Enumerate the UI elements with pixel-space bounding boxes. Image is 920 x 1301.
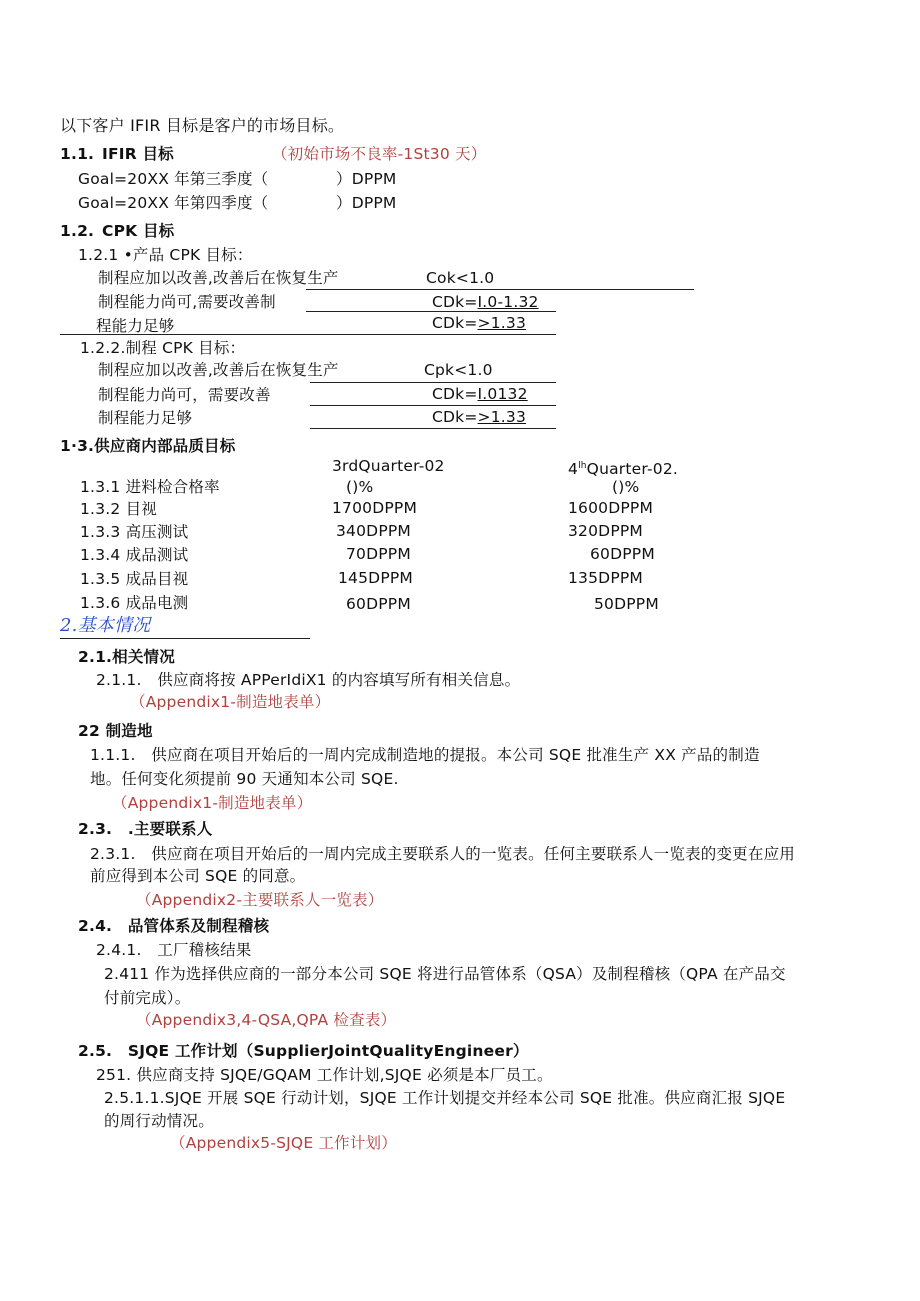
target-row-3-q3: 340DPPM — [336, 522, 411, 540]
product-cpk-row-3-label: 程能力足够 — [96, 317, 175, 335]
section-1-1-number: 1.1. — [60, 145, 95, 163]
goal-q3-unit: ）DPPM — [336, 170, 397, 188]
section-2-title[interactable]: 2.基本情况 — [60, 615, 151, 636]
quarter-4-header: $4^{lh}Quarter-02$. — [568, 460, 679, 478]
section-2-3-line-2: 前应得到本公司 SQE 的同意。 — [90, 867, 306, 885]
target-row-5-q3: 145DPPM — [338, 569, 413, 587]
section-2-3-line-1: 2.3.1. 供应商在项目开始后的一周内完成主要联系人的一览表。任何主要联系人一览表的变更在应用 — [90, 845, 795, 863]
table-rule — [60, 334, 556, 335]
goal-q3-label: Goal=20XX 年第三季度（ — [78, 170, 269, 188]
section-2-3-ref: （Appendix2-主要联系人一览表） — [136, 891, 384, 909]
quarter-3-header: 3rdQuarter-02 — [332, 457, 445, 475]
section-2-5-line-1: 251. 供应商支持 SJQE/GQAM 工作计划,SJQE 必须是本厂员工。 — [96, 1066, 553, 1084]
process-cpk-row-1-label: 制程应加以改善,改善后在恢复生产 — [98, 361, 339, 379]
table-rule — [310, 382, 556, 383]
section-1-2-number: 1.2. — [60, 222, 95, 240]
process-cpk-row-2-label: 制程能力尚可，需要改善 — [98, 386, 271, 404]
section-2-4-line-2: 付前完成）。 — [104, 989, 191, 1007]
target-row-3-label: 1.3.3 高压测试 — [80, 523, 189, 541]
table-rule — [310, 405, 556, 406]
section-2-4-item: 2.4.1. 工厂稽核结果 — [96, 941, 252, 959]
target-row-2-label: 1.3.2 目视 — [80, 500, 157, 518]
intro-text: 以下客户 IFIR 目标是客户的市场目标。 — [60, 116, 345, 135]
section-1-1-title: IFIR 目标 — [102, 145, 174, 163]
target-row-4-label: 1.3.4 成品测试 — [80, 546, 189, 564]
section-2-4-line-1: 2.411 作为选择供应商的一部分本公司 SQE 将进行品管体系（QSA）及制程稽核（QPA 在产品交 — [104, 965, 786, 983]
section-2-5-line-3: 的周行动情况。 — [104, 1112, 214, 1130]
section-2-2-title: 22 制造地 — [78, 722, 153, 740]
table-rule — [310, 428, 556, 429]
product-cpk-row-2-label: 制程能力尚可,需要改善制 — [98, 293, 276, 311]
target-row-2-q4: 1600DPPM — [568, 499, 654, 517]
product-cpk-row-1-label: 制程应加以改善,改善后在恢复生产 — [98, 269, 339, 287]
process-cpk-row-3-value: CDk=>1.33 — [432, 408, 527, 426]
section-2-2-line-2: 地。任何变化须提前 90 天通知本公司 SQE. — [90, 770, 399, 788]
section-2-1-title: 2.1.相关情况 — [78, 648, 175, 666]
section-1-2-title: CPK 目标 — [102, 222, 175, 240]
target-row-6-label: 1.3.6 成品电测 — [80, 594, 189, 612]
table-rule — [306, 311, 556, 312]
section-2-2-line-1: 1.1.1. 供应商在项目开始后的一周内完成制造地的提报。本公司 SQE 批准生产 XX 产品的制造 — [90, 746, 760, 764]
target-row-1-q3: ()% — [346, 478, 374, 496]
target-row-3-q4: 320DPPM — [568, 522, 643, 540]
product-cpk-row-1-value: Cok<1.0 — [426, 269, 495, 287]
process-cpk-heading: 1.2.2.制程 CPK 目标： — [80, 339, 246, 357]
target-row-6-q3: 60DPPM — [346, 595, 411, 613]
section-2-1-ref: （Appendix1-制造地表单） — [130, 693, 331, 711]
target-row-5-label: 1.3.5 成品目视 — [80, 570, 189, 588]
section-2-rule — [60, 638, 310, 639]
section-2-1-item: 2.1.1. 供应商将按 APPerIdiX1 的内容填写所有相关信息。 — [96, 671, 521, 689]
product-cpk-row-3-value: CDk=>1.33 — [432, 314, 527, 332]
section-2-2-ref: （Appendix1-制造地表单） — [112, 794, 313, 812]
target-row-1-q4: ()% — [612, 478, 640, 496]
target-row-1-label: 1.3.1 进料检合格率 — [80, 478, 220, 496]
process-cpk-row-2-value: CDk=I.0132 — [432, 385, 528, 403]
section-1-1-note: （初始市场不良率-1St30 天） — [272, 145, 487, 163]
table-rule — [306, 289, 694, 290]
section-2-5-ref: （Appendix5-SJQE 工作计划） — [170, 1134, 397, 1152]
goal-q4-label: Goal=20XX 年第四季度（ — [78, 194, 269, 212]
section-1-3-title: 1·3.供应商内部品质目标 — [60, 437, 236, 455]
target-row-4-q3: 70DPPM — [346, 545, 411, 563]
section-2-4-ref: （Appendix3,4-QSA,QPA 检查表） — [136, 1011, 397, 1029]
section-2-4-title: 2.4. 品管体系及制程稽核 — [78, 917, 270, 935]
product-cpk-heading: 1.2.1 •产品 CPK 目标： — [78, 246, 253, 264]
section-2-5-line-2: 2.5.1.1.SJQE 开展 SQE 行动计划，SJQE 工作计划提交并经本公司 SQE 批准。供应商汇报 SJQE — [104, 1089, 786, 1107]
target-row-6-q4: 50DPPM — [594, 595, 659, 613]
section-2-3-title: 2.3. .主要联系人 — [78, 820, 213, 838]
target-row-2-q3: 1700DPPM — [332, 499, 418, 517]
product-cpk-row-2-value: CDk=I.0-1.32 — [432, 293, 539, 311]
process-cpk-row-1-value: Cpk<1.0 — [424, 361, 493, 379]
process-cpk-row-3-label: 制程能力足够 — [98, 409, 193, 427]
section-2-5-title: 2.5. SJQE 工作计划（SupplierJointQualityEngineer） — [78, 1042, 529, 1060]
goal-q4-unit: ）DPPM — [336, 194, 397, 212]
target-row-5-q4: 135DPPM — [568, 569, 643, 587]
target-row-4-q4: 60DPPM — [590, 545, 655, 563]
